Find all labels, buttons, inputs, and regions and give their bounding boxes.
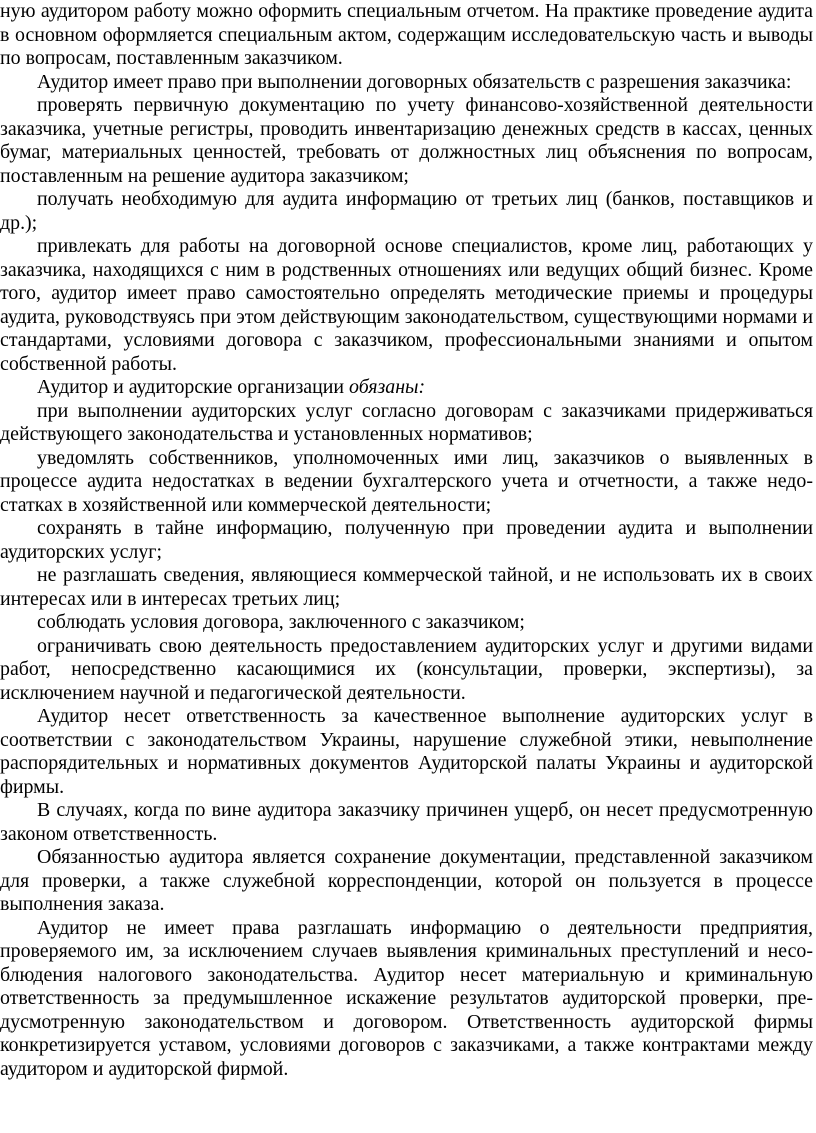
paragraph-text: уведомлять собственников, уполномоченных ими лиц, заказчиков о выявленных в процессе аудита недостатках в ведении бухгалтерского учета и отчетности, а также недостатках в хозяйственной или коммерческой деятельности; xyxy=(0,446,813,516)
list-item-right xyxy=(0,235,813,376)
paragraph-text: привлекать для работы на договорной основе специалистов, кроме лиц, работающих у заказчика, находящихся с ним в родственных отношениях или ведущих общий бизнес. Кроме того, аудитор имеет право самостоятельно определять методические приемы и процедуры аудита, руководствуясь при этом действующим законодательством, существующими нормами и стандартами, условиями договора с заказчиком, профессиональными знаниями и опытом собственной работы. xyxy=(0,235,813,375)
paragraph-responsibility xyxy=(0,705,813,799)
paragraph-confidentiality xyxy=(0,917,813,1082)
list-item-duty xyxy=(0,400,813,447)
paragraph-auditor-rights-intro xyxy=(0,71,813,95)
list-item-duty xyxy=(0,564,813,611)
paragraph-text: В случаях, когда по вине аудитора заказчику причинен ущерб, он несет предусмотренную законом ответственность. xyxy=(0,799,813,845)
list-item-duty xyxy=(0,611,813,635)
paragraph-documentation xyxy=(0,846,813,917)
paragraph-text: Аудитор несет ответственность за качественное выполнение аудиторских услуг в соответствии с законодательством Украины, нарушение служебной этики, невыполнение распорядительных и нормативных документов Аудиторской палаты Украины и аудиторской фирмы. xyxy=(0,705,813,798)
paragraph-text: Обязанностью аудитора является сохранение документации, представленной заказчиком для проверки, а также служебной корреспонденции, которой он пользуется в процессе выполнения заказа. xyxy=(0,846,813,915)
paragraph-text: Аудитор имеет право при выполнении договорных обязательств с разрешения заказчика: xyxy=(37,70,792,93)
list-item-duty xyxy=(0,635,813,706)
list-item-right xyxy=(0,94,813,188)
paragraph-text: ограничивать свою деятельность предоставлением аудиторских услуг и другими видами работ, непосредственно касающимися их (консультации, проверки, экспертизы), за исключением научной и педагогической деятельности. xyxy=(0,634,813,704)
paragraph-text: сохранять в тайне информацию, полученную при проведении аудита и выполнении аудиторских услуг; xyxy=(0,517,813,563)
paragraph-text: соблюдать условия договора, заключенного с заказчиком; xyxy=(37,611,525,633)
paragraph-text: Аудитор и аудиторские организации xyxy=(37,376,350,398)
paragraph-text: ную аудитором работу можно оформить специальным отчетом. На практике проведение аудита в основном оформляется специальным актом, содержащим исследовательскую часть и выводы по вопросам, поставленным заказчиком. xyxy=(0,0,813,69)
paragraph-text: не разглашать сведения, являющиеся коммерческой тайной, и не использовать их в своих интересах или в интересах третьих лиц; xyxy=(0,564,813,610)
paragraph-text: получать необходимую для аудита информацию от третьих лиц (банков, поставщиков и др.); xyxy=(0,188,813,234)
list-item-duty xyxy=(0,447,813,518)
paragraph-damage xyxy=(0,799,813,846)
paragraph-duties-intro xyxy=(0,376,813,400)
paragraph-continuation xyxy=(0,0,813,71)
paragraph-text: при выполнении аудиторских услуг согласно договорам с заказчиками придерживаться действующего законодательства и установленных нормативов; xyxy=(0,399,813,445)
emphasis-text: обязаны: xyxy=(349,376,426,398)
list-item-duty xyxy=(0,517,813,564)
paragraph-text: Аудитор не имеет права разглашать информацию о деятельности предприятия, проверяемого им, за исключением случаев выявления криминальных преступлений и несоблюдения налогового законодательства. Аудитор несет материальную и криминальную ответственность за предумышленное искажение результатов аудиторской проверки, предусмотренную законодательством и договором. Ответственность аудиторской фирмы конкретизируется уставом, условиями договоров с заказчиками, а также контрактами между аудитором и аудиторской фирмой. xyxy=(0,916,813,1080)
list-item-right xyxy=(0,188,813,235)
paragraph-text: проверять первичную документацию по учету финансово-хозяйственной деятельности заказчика, учетные регистры, проводить инвентаризацию денежных средств в кассах, ценных бумаг, материальных ценностей, требовать от должностных лиц объяснения по вопросам, поставленным на решение аудитора заказчиком; xyxy=(0,94,813,187)
